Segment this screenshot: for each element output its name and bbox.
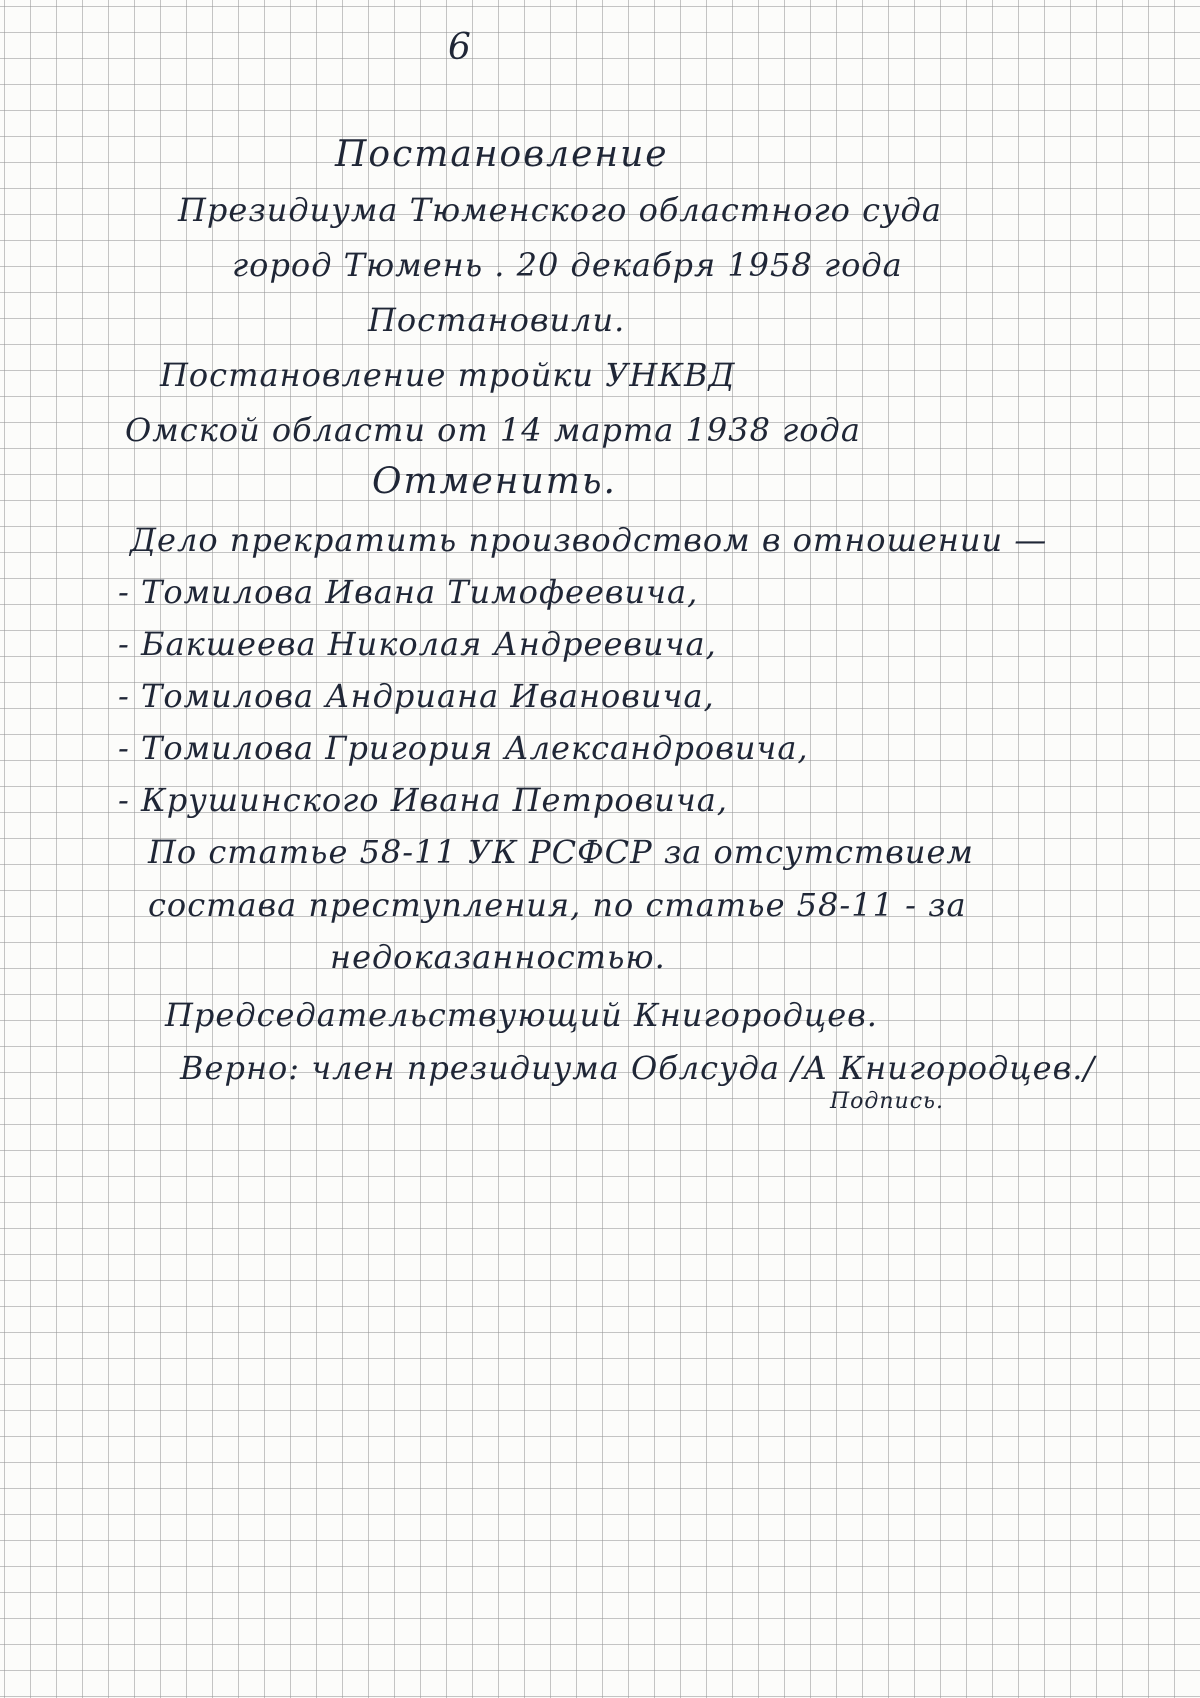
ruling-line-2: Омской области от 14 марта 1938 года: [125, 411, 861, 449]
place-date: город Тюмень . 20 декабря 1958 года: [232, 246, 903, 284]
signature-note: Подпись.: [830, 1089, 945, 1114]
document-title: Постановление: [335, 134, 669, 175]
article-line-1: По статье 58-11 УК РСФСР за отсутствием: [148, 833, 974, 871]
case-line: Дело прекратить производством в отношении —: [130, 521, 1048, 559]
article-line-3: недоказанностью.: [330, 938, 666, 976]
ruling-line-1: Постановление тройки УНКВД: [160, 356, 736, 394]
chairman-line: Председательствующий Книгородцев.: [165, 996, 878, 1034]
cancel-heading: Отменить.: [372, 461, 617, 502]
page-number: 6: [448, 27, 473, 68]
certified-line: Верно: член президиума Облсуда /А Книгородцев./: [180, 1049, 1096, 1087]
decided-heading: Постановили.: [368, 301, 626, 339]
person-item: - Томилова Андриана Ивановича,: [118, 677, 715, 715]
person-item: - Крушинского Ивана Петровича,: [118, 781, 728, 819]
article-line-2: состава преступления, по статье 58-11 - за: [148, 886, 967, 924]
person-item: - Томилова Ивана Тимофеевича,: [118, 573, 699, 611]
document-subtitle: Президиума Тюменского областного суда: [178, 191, 942, 229]
person-item: - Томилова Григория Александровича,: [118, 729, 809, 767]
person-item: - Бакшеева Николая Андреевича,: [118, 625, 717, 663]
